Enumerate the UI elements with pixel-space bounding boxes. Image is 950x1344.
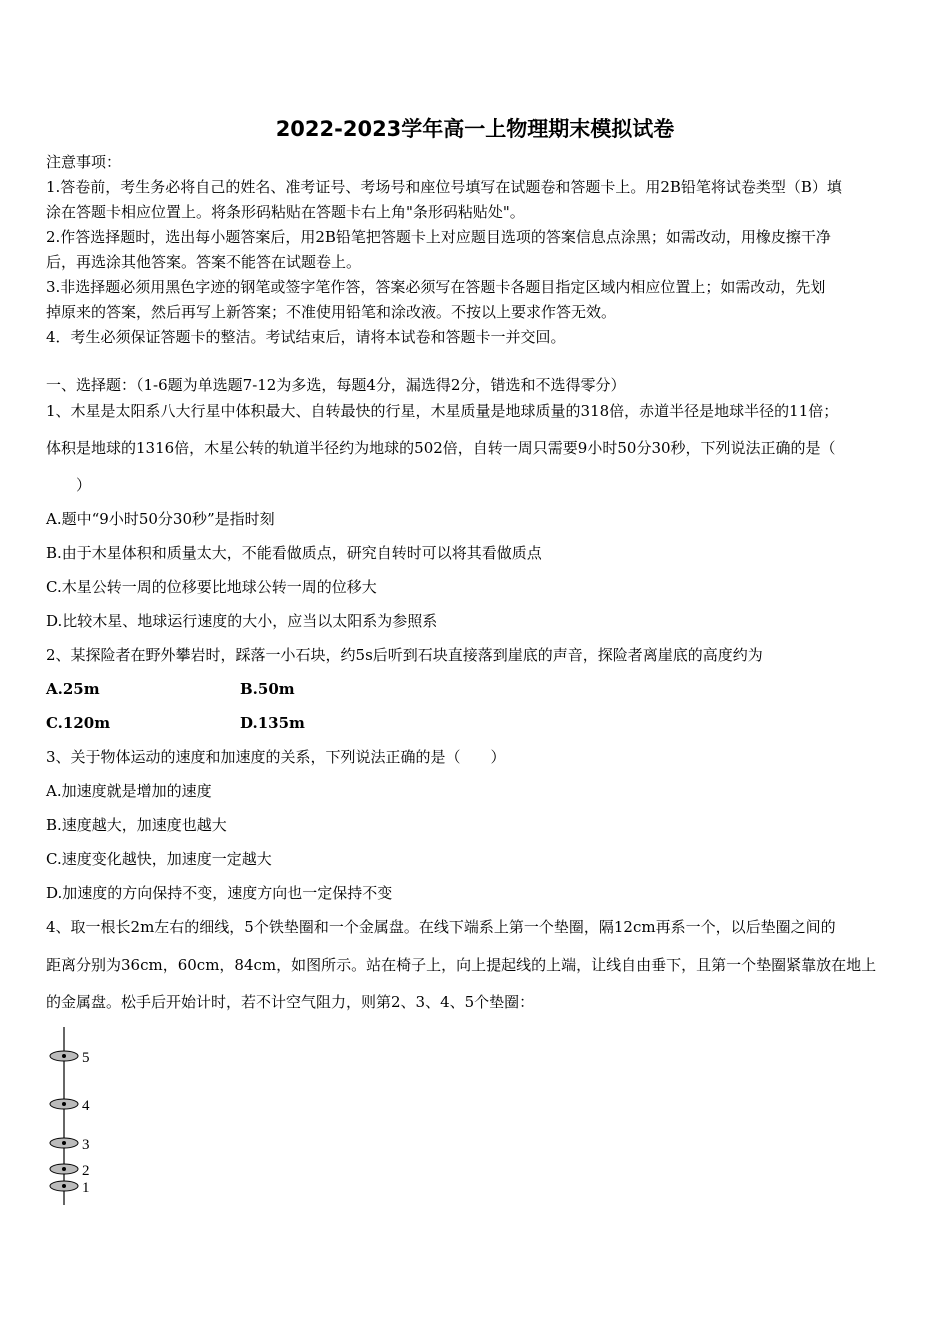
notice-line: 3.非选择题必须用黑色字迹的钢笔或签字笔作答，答案必须写在答题卡各题目指定区域内相应位置上；如需改动，先划 — [46, 278, 826, 296]
notice-heading: 注意事项： — [46, 153, 122, 171]
washer-3 — [50, 1137, 90, 1153]
question-1-stem: 1、木星是太阳系八大行星中体积最大、自转最快的行星，木星质量是地球质量的318倍，赤道半径是地球半径的11倍； — [46, 402, 839, 420]
washer-label: 5 — [82, 1050, 90, 1066]
notice-line: 4．考生必须保证答题卡的整洁。考试结束后，请将本试卷和答题卡一并交回。 — [46, 328, 566, 346]
washer-4 — [50, 1098, 90, 1114]
question-3-option-a: A.加速度就是增加的速度 — [46, 782, 212, 800]
question-1-option-b: B.由于木星体积和质量太大，不能看做质点，研究自转时可以将其看做质点 — [46, 544, 542, 562]
question-1-stem: 体积是地球的1316倍，木星公转的轨道半径约为地球的502倍，自转一周只需要9小时50分30秒，下列说法正确的是（ — [46, 439, 836, 457]
question-3-option-c: C.速度变化越快，加速度一定越大 — [46, 850, 272, 868]
question-3-stem: 3、关于物体运动的速度和加速度的关系，下列说法正确的是（ ） — [46, 748, 506, 766]
question-3-option-d: D.加速度的方向保持不变，速度方向也一定保持不变 — [46, 884, 393, 902]
notice-line: 2.作答选择题时，选出每小题答案后，用2B铅笔把答题卡上对应题目选项的答案信息点涂黑；如需改动，用橡皮擦干净 — [46, 228, 831, 246]
notice-line: 掉原来的答案，然后再写上新答案；不准使用铅笔和涂改液。不按以上要求作答无效。 — [46, 303, 617, 321]
question-1-option-d: D.比较木星、地球运行速度的大小，应当以太阳系为参照系 — [46, 612, 438, 630]
notice-line: 1.答卷前，考生务必将自己的姓名、准考证号、考场号和座位号填写在试题卷和答题卡上。用2B铅笔将试卷类型（B）填 — [46, 178, 842, 196]
question-2-option-d: D.135m — [240, 714, 305, 732]
notice-line: 涂在答题卡相应位置上。将条形码粘贴在答题卡右上角"条形码粘贴处"。 — [46, 203, 525, 221]
question-2-option-a: A.25m — [46, 680, 100, 698]
page-title: 2022-2023学年高一上物理期末模拟试卷 — [275, 117, 675, 141]
question-1-option-c: C.木星公转一周的位移要比地球公转一周的位移大 — [46, 578, 377, 596]
question-3-option-b: B.速度越大，加速度也越大 — [46, 816, 227, 834]
question-2-option-c: C.120m — [46, 714, 111, 732]
washer-string-figure — [40, 1025, 120, 1210]
question-2-stem: 2、某探险者在野外攀岩时，踩落一小石块，约5s后听到石块直接落到崖底的声音，探险者离崖底的高度约为 — [46, 646, 763, 664]
question-4-stem: 的金属盘。松手后开始计时，若不计空气阻力，则第2、3、4、5个垫圈： — [46, 993, 535, 1011]
question-4-stem: 4、取一根长2m左右的细线，5个铁垫圈和一个金属盘。在线下端系上第一个垫圈，隔12cm再系一个，以后垫圈之间的 — [46, 918, 836, 936]
washer-2 — [50, 1163, 90, 1179]
washer-label: 4 — [82, 1098, 90, 1114]
question-2-option-b: B.50m — [240, 680, 295, 698]
question-1-stem: ） — [76, 476, 92, 494]
washer-1 — [50, 1180, 90, 1196]
section-heading: 一、选择题：（1-6题为单选题7-12为多选，每题4分，漏选得2分，错选和不选得零分） — [46, 376, 626, 394]
notice-line: 后，再选涂其他答案。答案不能答在试题卷上。 — [46, 253, 362, 271]
washer-label: 3 — [82, 1137, 90, 1153]
washer-label: 1 — [82, 1180, 90, 1196]
washer-5 — [50, 1050, 90, 1066]
question-4-stem: 距离分别为36cm，60cm，84cm，如图所示。站在椅子上，向上提起线的上端，让线自由垂下，且第一个垫圈紧靠放在地上 — [46, 956, 877, 974]
washer-label: 2 — [82, 1163, 90, 1179]
question-1-option-a: A.题中“9小时50分30秒”是指时刻 — [46, 510, 275, 528]
